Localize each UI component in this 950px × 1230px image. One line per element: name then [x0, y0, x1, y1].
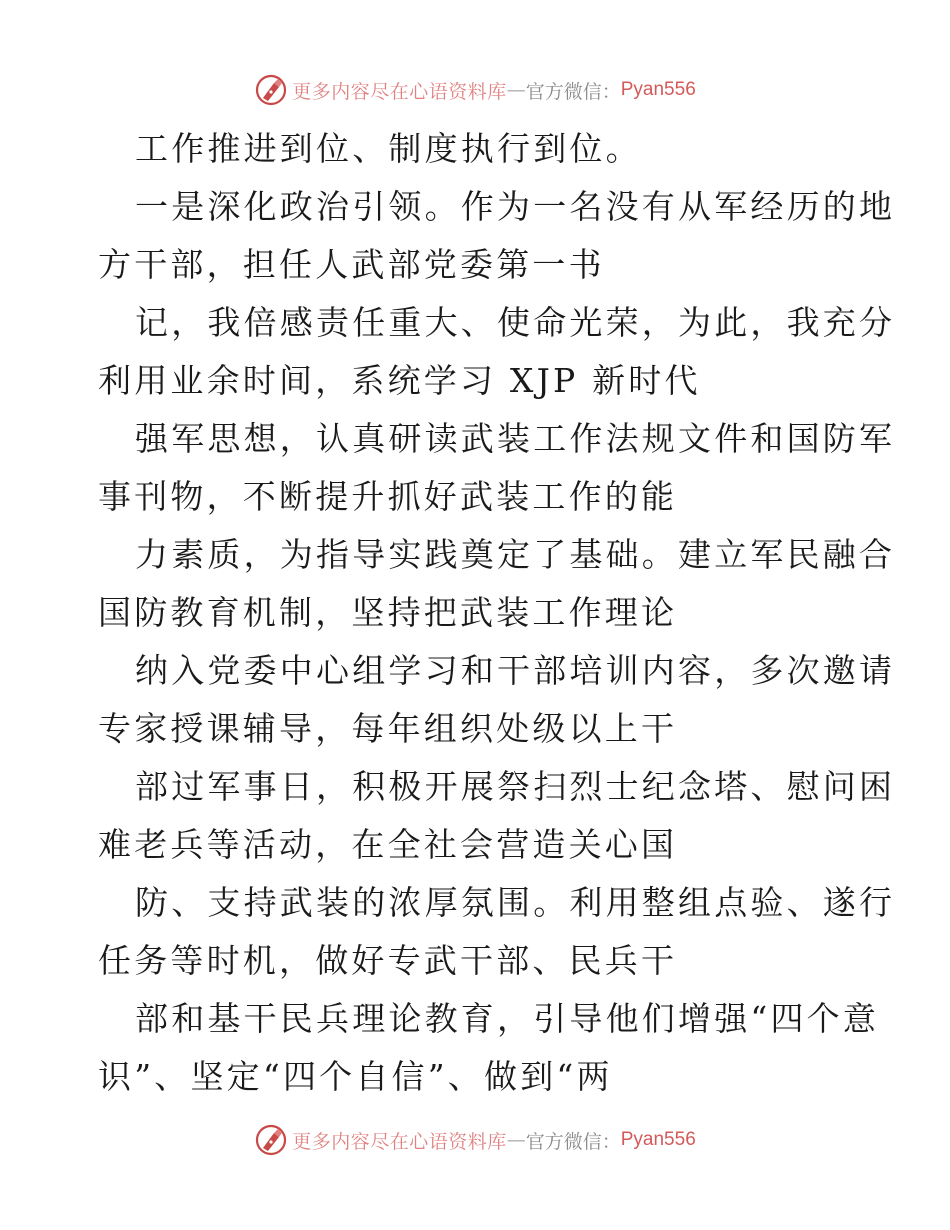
- text-line: 任务等时机，做好专武干部、民兵干: [98, 941, 678, 980]
- text-line: 国防教育机制，坚持把武装工作理论: [98, 593, 678, 632]
- text-line: 专家授课辅导，每年组织处级以上干: [98, 709, 678, 748]
- header-wechat-label: 官方微信：: [525, 80, 621, 103]
- text-line: 力素质，为指导实践奠定了基础。建立军民融合: [135, 535, 896, 574]
- text-line: 方干部，担任人武部党委第一书: [98, 245, 605, 284]
- header-site-name: 更多内容尽在心语资料库: [292, 80, 507, 103]
- text-line: 部和基干民兵理论教育，引导他们增强“四个意: [135, 999, 880, 1038]
- footer-site-name: 更多内容尽在心语资料库: [292, 1130, 507, 1153]
- footer-separator: —: [506, 1129, 526, 1151]
- text-line: 部过军事日，积极开展祭扫烈士纪念塔、慰问困: [135, 767, 896, 806]
- text-line: 事刊物，不断提升抓好武装工作的能: [98, 477, 678, 516]
- text-line: 一是深化政治引领。作为一名没有从军经历的地: [135, 187, 896, 226]
- text-line: 利用业余时间，系统学习 XJP 新时代: [98, 361, 701, 400]
- text-line: 强军思想，认真研读武装工作法规文件和国防军: [135, 419, 896, 458]
- footer-wechat-label: 官方微信：: [525, 1130, 621, 1153]
- text-line: 难老兵等活动，在全社会营造关心国: [98, 825, 678, 864]
- pen-nib-logo-icon: [254, 73, 288, 107]
- footer-wechat-id: Pyan556: [620, 1129, 696, 1150]
- text-line: 防、支持武装的浓厚氛围。利用整组点验、遂行: [135, 883, 896, 922]
- header-separator: —: [506, 79, 526, 101]
- header-wechat-id: Pyan556: [620, 79, 696, 100]
- footer-watermark: [0, 1120, 950, 1160]
- text-line: 记，我倍感责任重大、使命光荣，为此，我充分: [135, 303, 896, 342]
- document-body: [98, 120, 896, 1106]
- text-line: 纳入党委中心组学习和干部培训内容，多次邀请: [135, 651, 896, 690]
- pen-nib-logo-icon: [254, 1123, 288, 1157]
- text-line: 识”、坚定“四个自信”、做到“两: [98, 1057, 613, 1096]
- text-line: 工作推进到位、制度执行到位。: [135, 129, 642, 168]
- header-watermark: [0, 70, 950, 110]
